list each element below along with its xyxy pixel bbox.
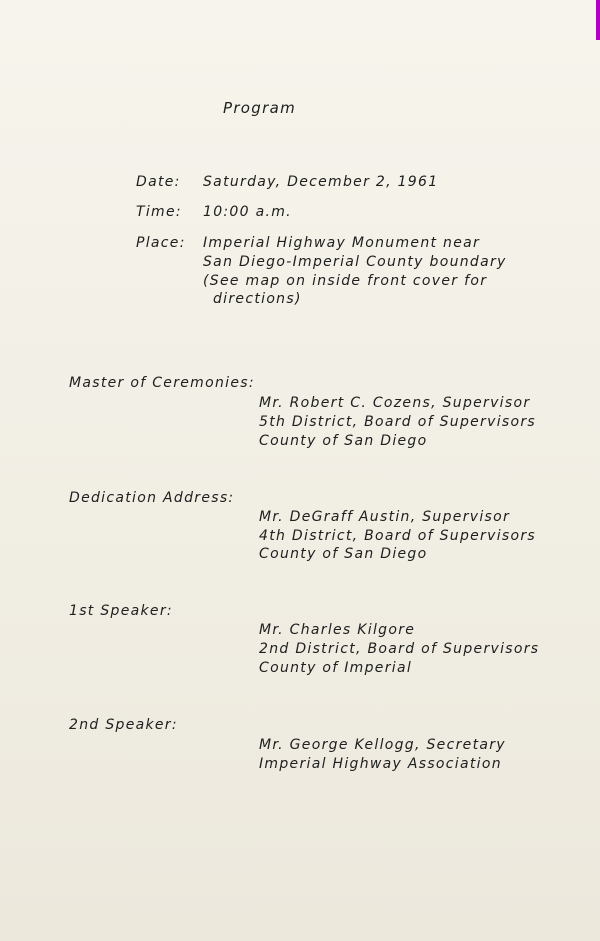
first-speaker-label: 1st Speaker: — [69, 603, 173, 619]
page-title: Program — [223, 99, 296, 117]
master-of-ceremonies-line: County of San Diego — [259, 433, 428, 449]
place-line: directions) — [213, 291, 302, 307]
dedication-address-line: County of San Diego — [259, 546, 428, 562]
master-of-ceremonies-line: 5th District, Board of Supervisors — [259, 414, 536, 430]
time-value: 10:00 a.m. — [203, 204, 292, 220]
date-value: Saturday, December 2, 1961 — [203, 174, 439, 190]
dedication-address-line: 4th District, Board of Supervisors — [259, 528, 536, 544]
first-speaker-line: County of Imperial — [259, 660, 413, 676]
second-speaker-line: Imperial Highway Association — [259, 756, 502, 772]
second-speaker-label: 2nd Speaker: — [69, 717, 178, 733]
time-label: Time: — [136, 204, 182, 220]
second-speaker-line: Mr. George Kellogg, Secretary — [259, 737, 506, 753]
page-edge-mark — [596, 0, 600, 40]
place-line: San Diego-Imperial County boundary — [203, 254, 507, 270]
place-label: Place: — [136, 235, 186, 251]
date-label: Date: — [136, 174, 181, 190]
dedication-address-label: Dedication Address: — [69, 490, 235, 506]
first-speaker-line: 2nd District, Board of Supervisors — [259, 641, 540, 657]
master-of-ceremonies-label: Master of Ceremonies: — [69, 375, 255, 391]
place-line: (See map on inside front cover for — [203, 273, 488, 289]
master-of-ceremonies-line: Mr. Robert C. Cozens, Supervisor — [259, 395, 531, 411]
dedication-address-line: Mr. DeGraff Austin, Supervisor — [259, 509, 511, 525]
first-speaker-line: Mr. Charles Kilgore — [259, 622, 416, 638]
place-line: Imperial Highway Monument near — [203, 235, 481, 251]
